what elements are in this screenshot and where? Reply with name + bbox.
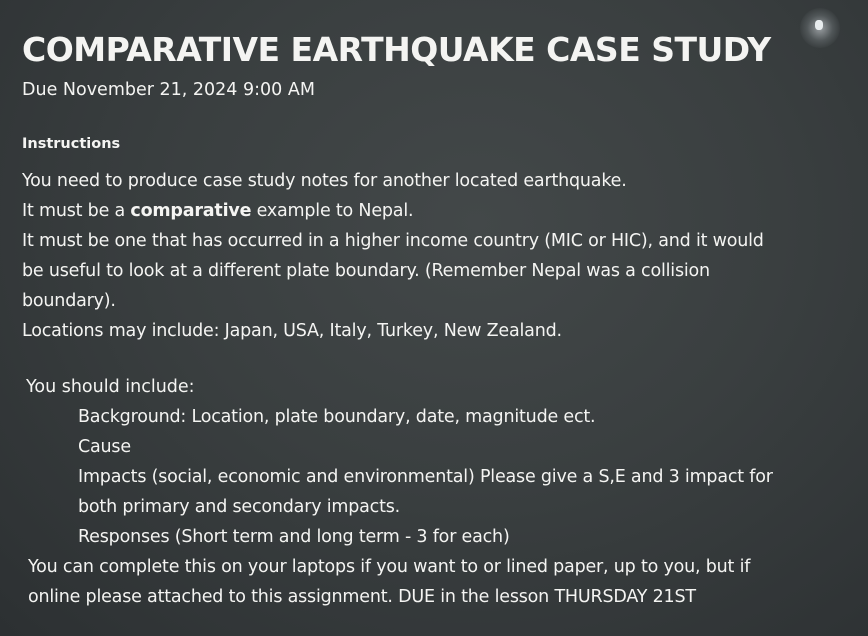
instruction-line: It must be one that has occurred in a higher income country (MIC or HIC), and it would bbox=[22, 231, 764, 251]
due-date: Due November 21, 2024 9:00 AM bbox=[22, 80, 315, 100]
include-item: Background: Location, plate boundary, date, magnitude ect. bbox=[78, 407, 596, 427]
include-list bbox=[78, 402, 848, 552]
instruction-text: It must be a bbox=[22, 201, 131, 221]
instructions-heading: Instructions bbox=[22, 136, 121, 152]
closing-line: You can complete this on your laptops if you want to or lined paper, up to you, but if bbox=[28, 557, 751, 577]
instruction-line: boundary). bbox=[22, 291, 116, 311]
instruction-text: example to Nepal. bbox=[251, 201, 414, 221]
include-item: Cause bbox=[78, 437, 131, 457]
emphasis-comparative: comparative bbox=[130, 201, 252, 221]
instruction-line: Locations may include: Japan, USA, Italy, Turkey, New Zealand. bbox=[22, 321, 562, 341]
closing-note bbox=[28, 552, 848, 612]
glare-highlight bbox=[815, 20, 823, 30]
include-heading: You should include: bbox=[26, 377, 195, 397]
instruction-line: You need to produce case study notes for another located earthquake. bbox=[22, 171, 627, 191]
instruction-line: be useful to look at a different plate boundary. (Remember Nepal was a collision bbox=[22, 261, 710, 281]
include-item: Responses (Short term and long term - 3 for each) bbox=[78, 527, 510, 547]
closing-line: online please attached to this assignment. DUE in the lesson THURSDAY 21ST bbox=[28, 587, 696, 607]
instruction-line-comparative bbox=[22, 196, 848, 226]
assignment-title: COMPARATIVE EARTHQUAKE CASE STUDY bbox=[22, 30, 771, 69]
include-item: both primary and secondary impacts. bbox=[78, 497, 401, 517]
include-item: Impacts (social, economic and environmental) Please give a S,E and 3 impact for bbox=[78, 467, 773, 487]
instructions-body bbox=[22, 166, 848, 346]
